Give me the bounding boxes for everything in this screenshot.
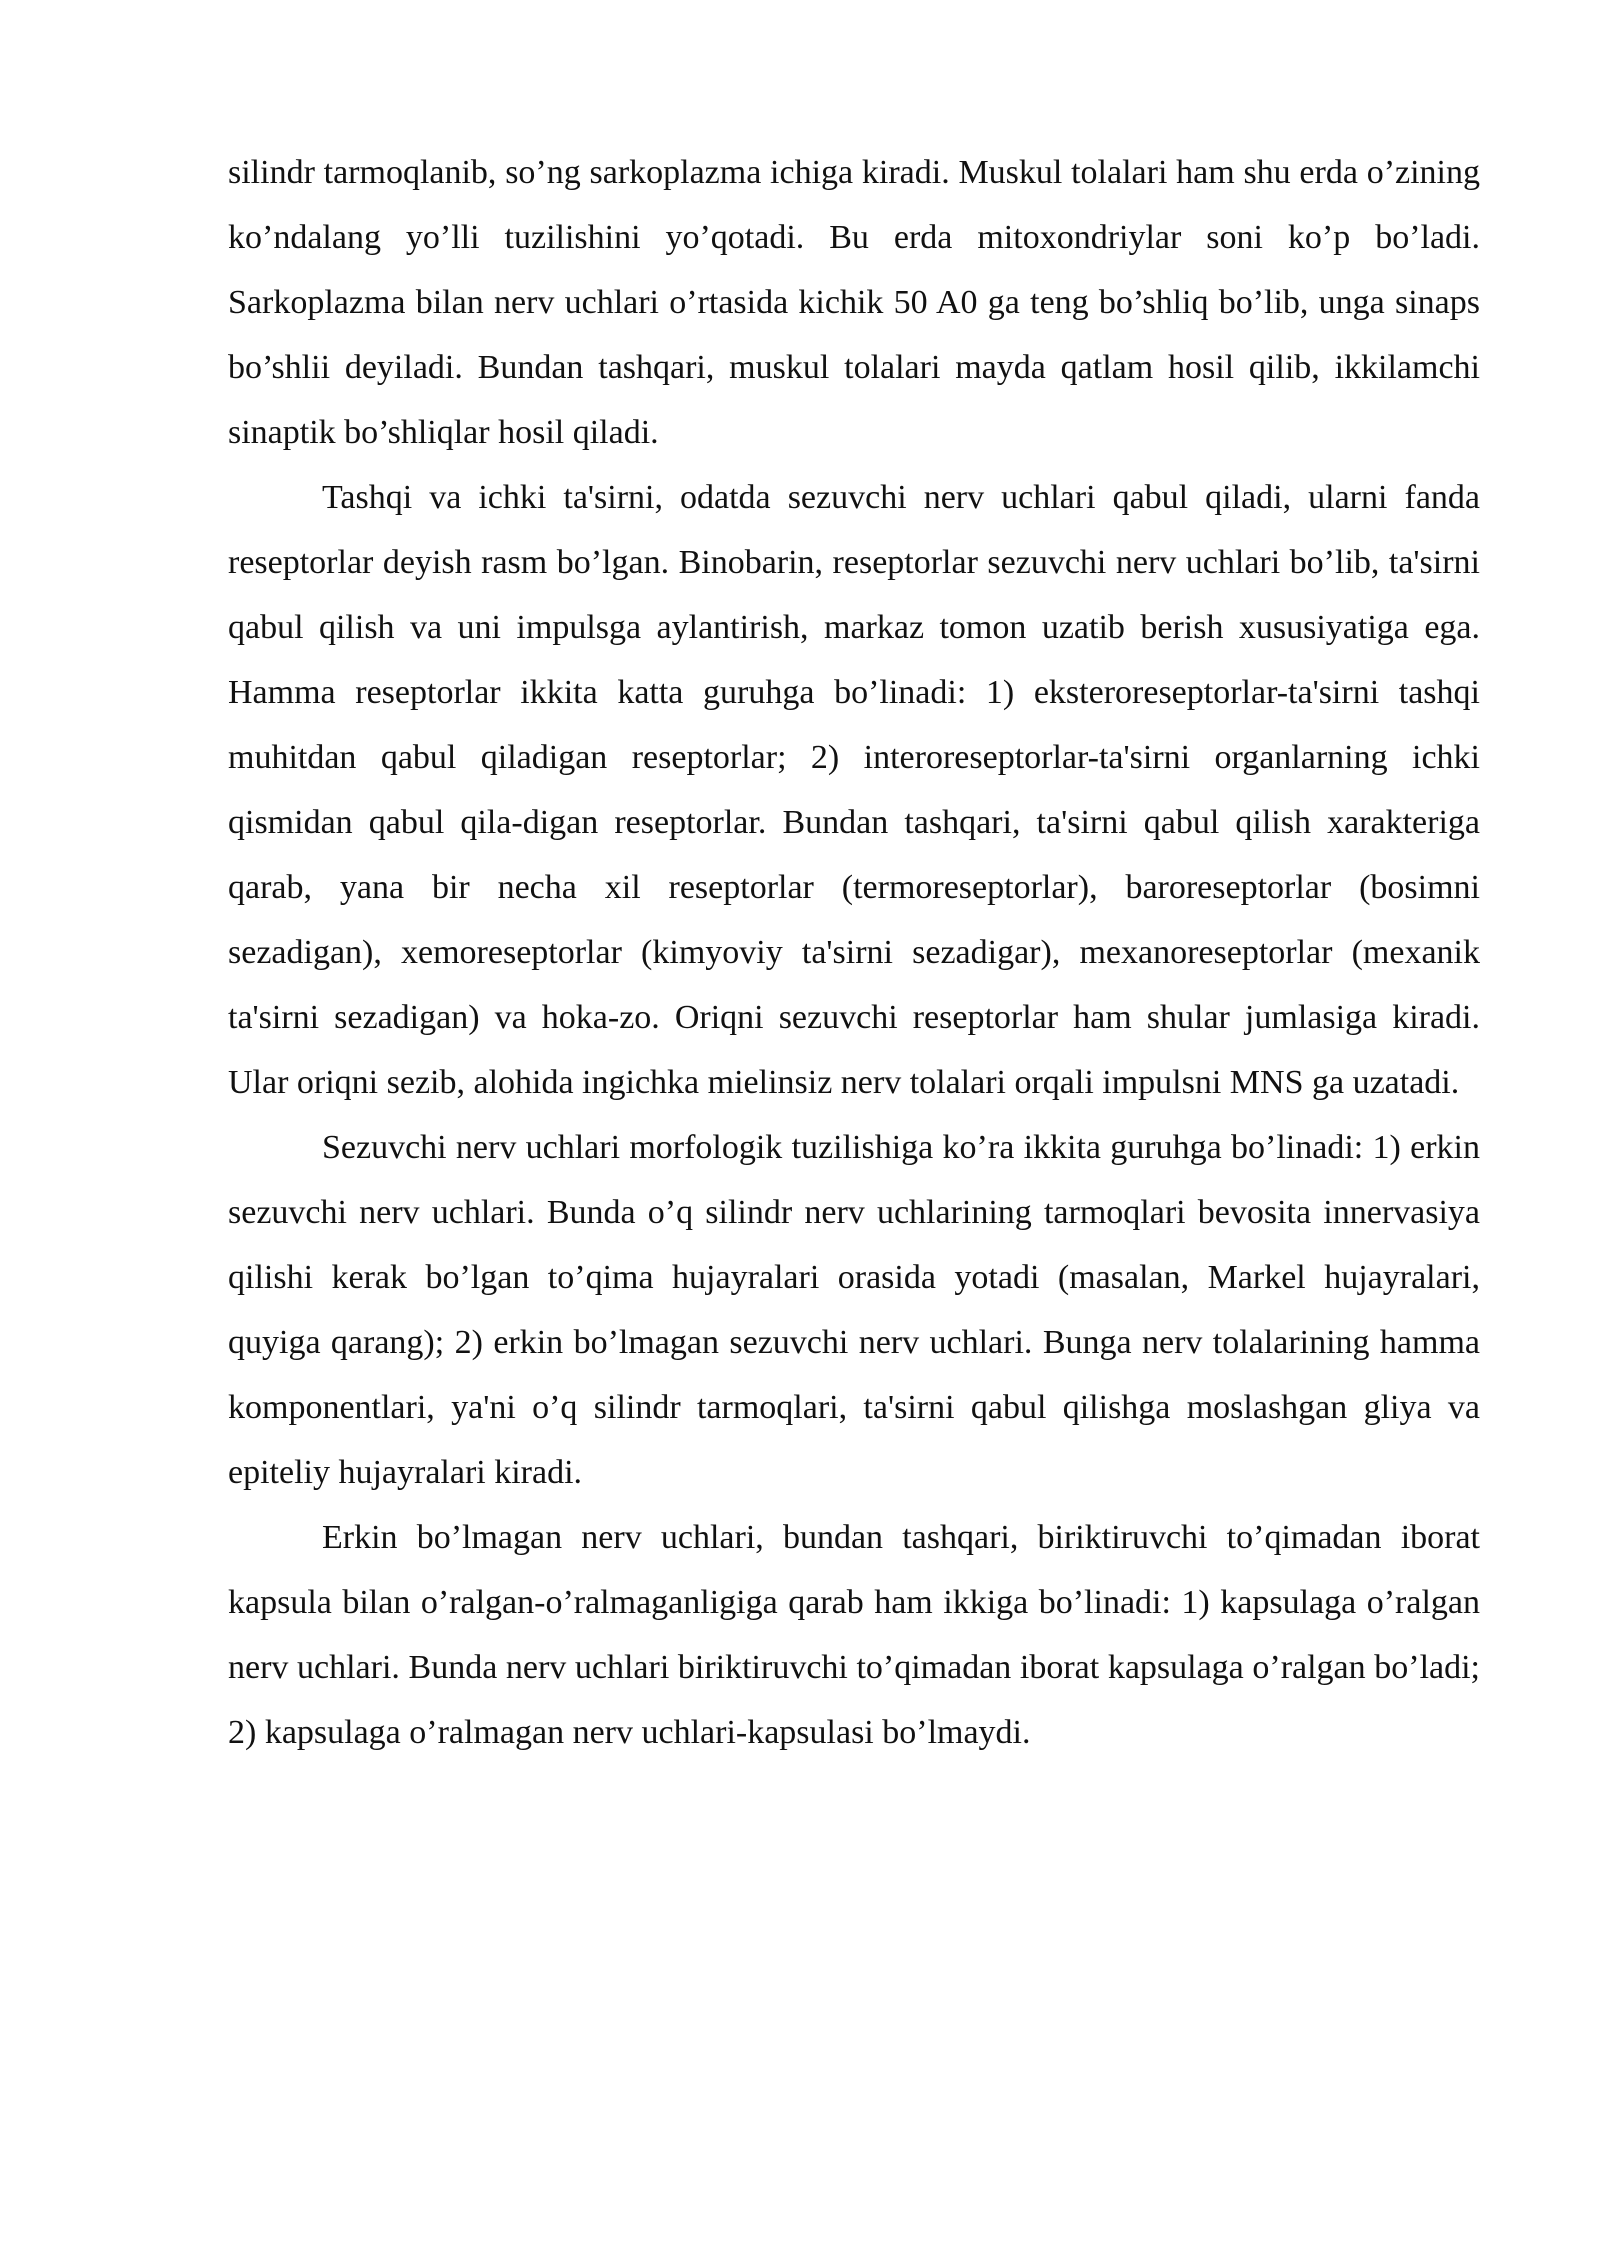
paragraph-4: Erkin bo’lmagan nerv uchlari, bundan tashqari, biriktiruvchi to’qimadan iborat kapsula bilan o’ralgan-o’ralmaganligiga qarab ham ikkiga bo’linadi: 1) kapsulaga o’ralgan nerv uchlari. Bunda nerv uchlari biriktiruvchi to’qimadan iborat kapsulaga o’ralgan bo’ladi; 2) kapsulaga o’ralmagan nerv uchlari-kapsulasi bo’lmaydi. <box>228 1519 1480 1751</box>
paragraph-1: silindr tarmoqlanib, so’ng sarkoplazma ichiga kiradi. Muskul tolalari ham shu erda o’zining ko’ndalang yo’lli tuzilishini yo’qotadi. Bu erda mitoxondriylar soni ko’p bo’ladi. Sarkoplazma bilan nerv uchlari o’rtasida kichik 50 A0 ga teng bo’shliq bo’lib, unga sinaps bo’shlii deyiladi. Bundan tashqari, muskul tolalari mayda qatlam hosil qilib, ikkilamchi sinaptik bo’shliqlar hosil qiladi. <box>228 154 1480 451</box>
paragraph-2: Tashqi va ichki ta'sirni, odatda sezuvchi nerv uchlari qabul qiladi, ularni fanda reseptorlar deyish rasm bo’lgan. Binobarin, reseptorlar sezuvchi nerv uchlari bo’lib, ta'sirni qabul qilish va uni impulsga aylantirish, markaz tomon uzatib berish xususiyatiga ega. Hamma reseptorlar ikkita katta guruhga bo’linadi: 1) eksteroreseptorlar-ta'sirni tashqi muhitdan qabul qiladigan reseptorlar; 2) interoreseptorlar-ta'sirni organlarning ichki qismidan qabul qila-digan reseptorlar. Bundan tashqari, ta'sirni qabul qilish xarakteriga qarab, yana bir necha xil reseptorlar (termoreseptorlar), baroreseptorlar (bosimni sezadigan), xemoreseptorlar (kimyoviy ta'sirni sezadigar), mexanoreseptorlar (mexanik ta'sirni sezadigan) va hoka-zo. Oriqni sezuvchi reseptorlar ham shular jumlasiga kiradi. Ular oriqni sezib, alohida ingichka mielinsiz nerv tolalari orqali impulsni MNS ga uzatadi. <box>228 479 1480 1101</box>
paragraph-3: Sezuvchi nerv uchlari morfologik tuzilishiga ko’ra ikkita guruhga bo’linadi: 1) erkin sezuvchi nerv uchlari. Bunda o’q silindr nerv uchlarining tarmoqlari bevosita innervasiya qilishi kerak bo’lgan to’qima hujayralari orasida yotadi (masalan, Markel hujayralari, quyiga qarang); 2) erkin bo’lmagan sezuvchi nerv uchlari. Bunga nerv tolalarining hamma komponentlari, ya'ni o’q silindr tarmoqlari, ta'sirni qabul qilishga moslashgan gliya va epiteliy hujayralari kiradi. <box>228 1129 1480 1491</box>
document-page <box>228 140 1480 1765</box>
